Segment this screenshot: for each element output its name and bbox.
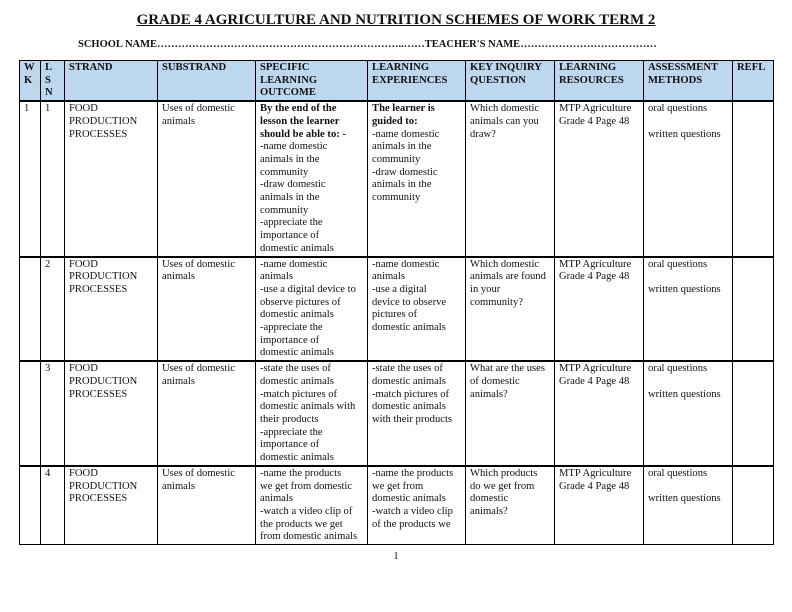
page-number: 1 — [393, 551, 399, 562]
header-question: KEY INQUIRY QUESTION — [466, 61, 555, 102]
resources-cell-text: MTP Agriculture Grade 4 Page 48 — [559, 258, 632, 283]
week-cell — [20, 257, 41, 362]
resources-cell — [555, 466, 644, 545]
assessment-cell — [644, 466, 733, 545]
header-row — [20, 61, 774, 102]
week-cell-text: 1 — [24, 103, 30, 115]
assessment-cell — [644, 257, 733, 362]
week-cell — [20, 466, 41, 545]
outcome-cell — [256, 466, 368, 545]
reflection-cell — [733, 361, 774, 466]
table-row — [20, 361, 774, 466]
outcome-cell-text: -state the uses of domestic animals -match pictures of domestic animals with their products -appreciate the importance of domestic animals — [260, 363, 356, 464]
scheme-of-work-table — [19, 60, 774, 545]
lesson-cell-text: 1 — [45, 103, 51, 115]
table-row — [20, 101, 774, 256]
header-resources: LEARNING RESOURCES — [555, 61, 644, 102]
experiences-cell-text: -state the uses of domestic animals -match pictures of domestic animals with their products — [372, 363, 453, 425]
header-strand: STRAND — [65, 61, 158, 102]
strand-cell — [65, 361, 158, 466]
experiences-cell-text: -name the products we get from domestic animals -watch a video clip of the products we — [372, 467, 454, 530]
question-cell-text: What are the uses of domestic animals? — [470, 363, 546, 400]
experiences-cell — [368, 466, 466, 545]
header-substrand: SUBSTRAND — [158, 61, 256, 102]
lesson-cell — [41, 257, 65, 362]
assessment-cell-text: oral questions written questions — [648, 258, 721, 295]
assessment-cell-text: oral questions written questions — [648, 467, 721, 505]
reflection-cell — [733, 257, 774, 362]
strand-cell-text: FOOD PRODUCTION PROCESSES — [69, 363, 138, 400]
substrand-cell — [158, 466, 256, 545]
outcome-cell — [256, 257, 368, 362]
question-cell-text: Which products do we get from domestic animals? — [470, 467, 538, 517]
lesson-cell — [41, 361, 65, 466]
strand-cell-text: FOOD PRODUCTION PROCESSES — [69, 258, 138, 295]
table-row — [20, 466, 774, 545]
substrand-cell — [158, 361, 256, 466]
assessment-cell-text: oral questions written questions — [648, 103, 721, 140]
substrand-cell-text: Uses of domestic animals — [162, 258, 235, 283]
experiences-cell-lead: The learner is guided to: — [372, 103, 435, 127]
substrand-cell — [158, 257, 256, 362]
substrand-cell-text: Uses of domestic animals — [162, 467, 235, 492]
strand-cell — [65, 466, 158, 545]
lesson-cell-text: 2 — [45, 258, 51, 270]
experiences-cell-text: -name domestic animals in the community -draw domestic animals in the community — [372, 128, 440, 204]
resources-cell — [555, 257, 644, 362]
header-assessment: ASSESSMENT METHODS — [644, 61, 733, 102]
header-refl: REFL — [733, 61, 774, 102]
question-cell — [466, 257, 555, 362]
reflection-cell — [733, 466, 774, 545]
outcome-cell-text: -name domestic animals in the community -draw domestic animals in the community -appreciate the importance of domestic animals — [260, 141, 334, 254]
strand-cell — [65, 257, 158, 362]
question-cell — [466, 466, 555, 545]
table-row — [20, 257, 774, 362]
lesson-cell — [41, 101, 65, 256]
experiences-cell — [368, 361, 466, 466]
strand-cell-text: FOOD PRODUCTION PROCESSES — [69, 467, 138, 505]
question-cell — [466, 361, 555, 466]
question-cell-text: Which domestic animals are found in your community? — [470, 258, 546, 308]
substrand-cell-text: Uses of domestic animals — [162, 363, 235, 387]
assessment-cell — [644, 361, 733, 466]
outcome-cell-lead: By the end of the lesson the learner should be able to: - — [260, 103, 346, 140]
outcome-cell — [256, 101, 368, 256]
experiences-cell-text: -name domestic animals -use a digital device to observe pictures of domestic animals — [372, 258, 447, 334]
header-wk: W K — [20, 61, 41, 102]
outcome-cell — [256, 361, 368, 466]
substrand-cell-text: Uses of domestic animals — [162, 103, 235, 127]
resources-cell — [555, 361, 644, 466]
resources-cell-text: MTP Agriculture Grade 4 Page 48 — [559, 467, 632, 492]
week-cell — [20, 361, 41, 466]
strand-cell-text: FOOD PRODUCTION PROCESSES — [69, 103, 138, 140]
header-outcome: SPECIFIC LEARNING OUTCOME — [256, 61, 368, 102]
document-title: GRADE 4 AGRICULTURE AND NUTRITION SCHEMES OF WORK TERM 2 — [136, 12, 656, 28]
header-experiences: LEARNING EXPERIENCES — [368, 61, 466, 102]
assessment-cell — [644, 101, 733, 256]
strand-cell — [65, 101, 158, 256]
outcome-cell-text: -name the products we get from domestic animals -watch a video clip of the products we get from domestic animals — [260, 467, 358, 543]
resources-cell-text: MTP Agriculture Grade 4 Page 48 — [559, 363, 632, 387]
outcome-cell-text: -name domestic animals -use a digital device to observe pictures of domestic animals -appreciate the importance of domestic animals — [260, 258, 356, 359]
substrand-cell — [158, 101, 256, 256]
assessment-cell-text: oral questions written questions — [648, 363, 721, 400]
experiences-cell — [368, 257, 466, 362]
reflection-cell — [733, 101, 774, 256]
question-cell — [466, 101, 555, 256]
experiences-cell — [368, 101, 466, 256]
header-lsn: L S N — [41, 61, 65, 102]
school-teacher-name-line: SCHOOL NAME……………………………………………………………..……TEACHER'S NAME………………………………… — [78, 39, 657, 50]
question-cell-text: Which domestic animals can you draw? — [470, 103, 540, 140]
week-cell — [20, 101, 41, 256]
lesson-cell-text: 3 — [45, 363, 51, 375]
resources-cell — [555, 101, 644, 256]
lesson-cell — [41, 466, 65, 545]
resources-cell-text: MTP Agriculture Grade 4 Page 48 — [559, 103, 632, 127]
lesson-cell-text: 4 — [45, 467, 51, 479]
